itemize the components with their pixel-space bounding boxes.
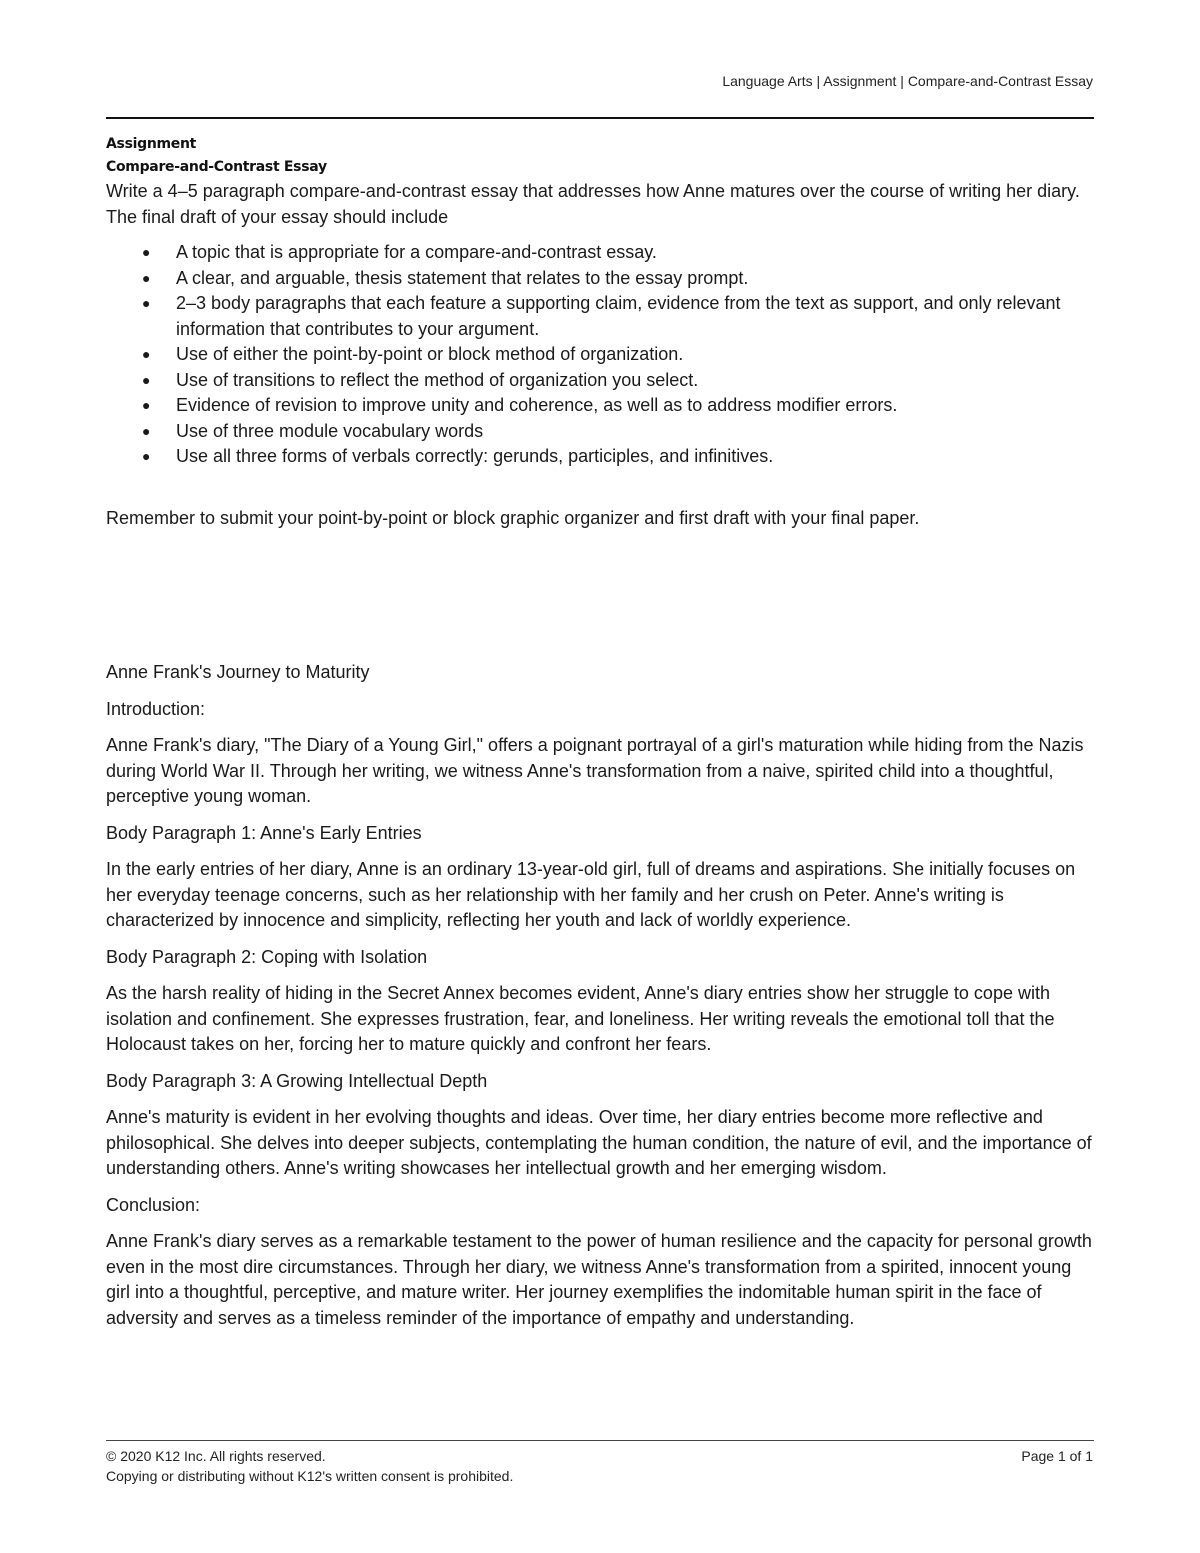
copyright-notice: © 2020 K12 Inc. All rights reserved. [106,1448,326,1464]
list-item [106,368,1094,394]
running-header: Language Arts | Assignment | Compare-and-Contrast Essay [722,73,1093,89]
list-item [106,291,1094,342]
list-item [106,444,1094,470]
bullet-icon: ● [142,244,151,260]
bullet-icon: ● [142,448,151,464]
bullet-icon: ● [142,346,151,362]
assignment-intro: Write a 4–5 paragraph compare-and-contrast essay that addresses how Anne matures over the course of writing her diary. The final draft of your essay should include [106,181,1080,227]
requirement-text: A topic that is appropriate for a compare-and-contrast essay. [176,242,657,262]
bullet-icon: ● [142,371,151,388]
list-item [106,419,1094,445]
bullet-icon: ● [142,269,151,286]
introduction-paragraph: Anne Frank's diary, "The Diary of a Young Girl," offers a poignant portrayal of a girl's maturation while hiding from the Nazis during World War II. Through her writing, we witness Anne's transformation from a naive, spirited child into a thoughtful, perceptive young woman. [106,735,1084,806]
body-paragraph-1-heading: Body Paragraph 1: Anne's Early Entries [106,822,422,843]
requirement-text: Use of either the point-by-point or block method of organization. [176,344,684,364]
list-item [106,266,1094,292]
bullet-icon: ● [142,422,151,439]
footer-legal [106,1446,513,1486]
footer-rule [106,1440,1094,1441]
requirement-text: 2–3 body paragraphs that each feature a supporting claim, evidence from the text as support, and only relevant information that contributes to your argument. [176,293,1061,339]
requirement-text: Use of three module vocabulary words [176,420,484,441]
list-item [106,393,1094,419]
bullet-icon: ● [142,295,151,311]
assignment-label: Assignment [106,136,197,152]
body-paragraph-3: Anne's maturity is evident in her evolving thoughts and ideas. Over time, her diary entries become more reflective and philosophical. She delves into deeper subjects, contemplating the human condition, the nature of evil, and the importance of understanding others. Anne's writing showcases her intellectual growth and her emerging wisdom. [106,1107,1092,1178]
bullet-icon: ● [142,397,151,413]
body-paragraph-2-heading: Body Paragraph 2: Coping with Isolation [106,946,428,967]
essay-title: Anne Frank's Journey to Maturity [106,662,370,682]
header-rule [106,117,1094,119]
requirements-list [106,240,1094,470]
essay-section [106,660,1094,1342]
conclusion-heading: Conclusion: [106,1194,201,1215]
list-item [106,342,1094,368]
requirement-text: Use all three forms of verbals correctly: gerunds, participles, and infinitives. [176,446,774,466]
requirement-text: Use of transitions to reflect the method of organization you select. [176,369,699,390]
page-number: Page 1 of 1 [1021,1448,1093,1464]
conclusion-paragraph: Anne Frank's diary serves as a remarkable testament to the power of human resilience and the capacity for personal growth even in the most dire circumstances. Through her diary, we witness Anne's transformation from a spirited, innocent young girl into a thoughtful, perceptive, and mature writer. Her journey exemplifies the indomitable human spirit in the face of adversity and serves as a timeless reminder of the importance of empathy and understanding. [106,1231,1092,1328]
body-paragraph-1: In the early entries of her diary, Anne is an ordinary 13-year-old girl, full of dreams and aspirations. She initially focuses on her everyday teenage concerns, such as her relationship with her family and her crush on Peter. Anne's writing is characterized by innocence and simplicity, reflecting her youth and lack of worldly experience. [106,859,1076,930]
assignment-title: Compare-and-Contrast Essay [106,159,327,175]
body-paragraph-3-heading: Body Paragraph 3: A Growing Intellectual Depth [106,1070,488,1091]
requirement-text: A clear, and arguable, thesis statement that relates to the essay prompt. [176,267,749,288]
list-item [106,240,1094,266]
requirement-text: Evidence of revision to improve unity and coherence, as well as to address modifier errors. [176,395,898,415]
assignment-section [106,133,1094,549]
distribution-notice: Copying or distributing without K12's written consent is prohibited. [106,1468,514,1484]
submission-reminder: Remember to submit your point-by-point or block graphic organizer and first draft with your final paper. [106,507,920,528]
body-paragraph-2: As the harsh reality of hiding in the Secret Annex becomes evident, Anne's diary entries show her struggle to cope with isolation and confinement. She expresses frustration, fear, and loneliness. Her writing reveals the emotional toll that the Holocaust takes on her, forcing her to mature quickly and confront her fears. [106,983,1055,1054]
introduction-heading: Introduction: [106,698,206,719]
